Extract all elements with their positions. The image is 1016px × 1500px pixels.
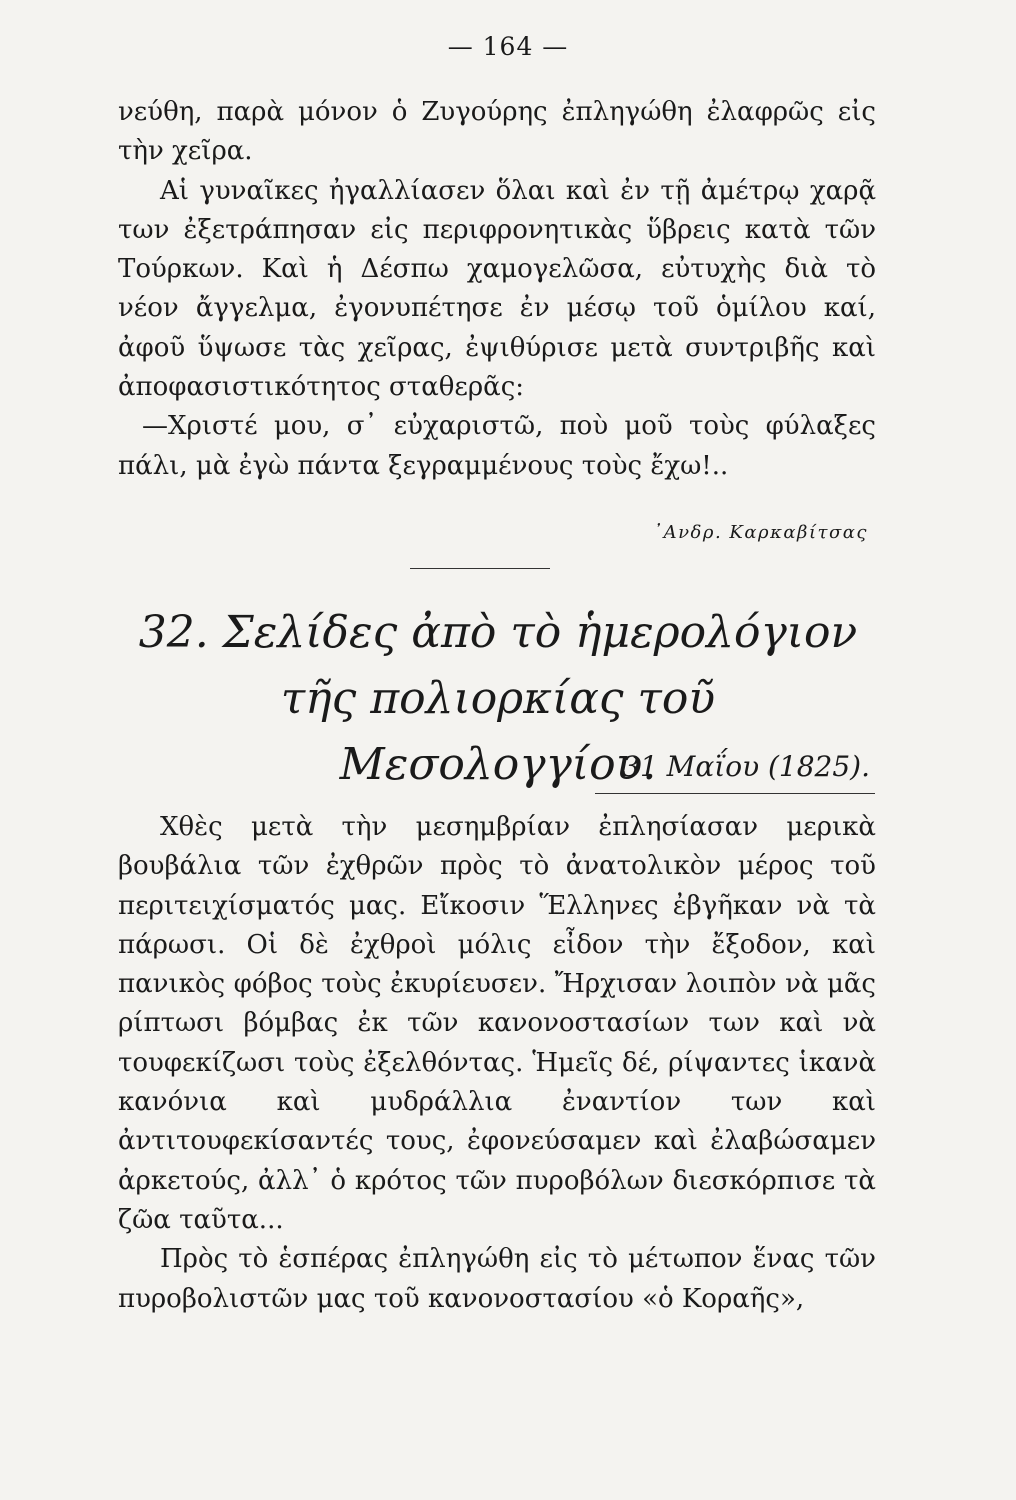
paragraph: Αἱ γυναῖκες ἠγαλλίασεν ὅλαι καὶ ἐν τῇ ἀμέτρῳ χαρᾷ των ἐξετράπησαν εἰς περιφρονητικὰς ὕβρεις κατὰ τῶν Τούρκων. Καὶ ἡ Δέσπω χαμογελῶσα, εὐτυχὴς διὰ τὸ νέον ἄγγελμα, ἐγονυπέτησε ἐν μέσῳ τοῦ ὁμίλου καί, ἀφοῦ ὕψωσε τὰς χεῖρας, ἐψιθύρισε μετὰ συντριβῆς καὶ ἀποφασιστικότητος σταθερᾶς: [118, 175, 876, 403]
heading-line-1: 32. Σελίδες ἀπὸ τὸ ἡμερολόγιον [138, 607, 858, 658]
paragraph: Πρὸς τὸ ἑσπέρας ἐπληγώθη εἰς τὸ μέτωπον ἕνας τῶν πυροβολιστῶν μας τοῦ κανονοστασίου «ὁ Κοραῆς», [118, 1244, 876, 1314]
diary-date: 31 Μαΐου (1825). [622, 750, 870, 783]
page-number: — 164 — [447, 32, 569, 61]
author-attribution: ᾽Ανδρ. Καρκαβίτσας [653, 522, 868, 543]
first-section-text [118, 93, 876, 486]
heading-line-2: τῆς πολιορκίας τοῦ Μεσολογγίου. [280, 673, 716, 790]
paragraph: Χθὲς μετὰ τὴν μεσημβρίαν ἐπλησίασαν μερικὰ βουβάλια τῶν ἐχθρῶν πρὸς τὸ ἀνατολικὸν μέρος τοῦ περιτειχίσματός μας. Εἴκοσιν Ἕλληνες ἐβγῆκαν νὰ τὰ πάρωσι. Οἱ δὲ ἐχθροὶ μόλις εἶδον τὴν ἔξοδον, καὶ πανικὸς φόβος τοὺς ἐκυρίευσεν. Ἤρχισαν λοιπὸν νὰ μᾶς ρίπτωσι βόμβας ἐκ τῶν κανονοστασίων των καὶ νὰ τουφεκίζωσι τοὺς ἐξελθόντας. Ἡμεῖς δέ, ρίψαντες ἱκανὰ κανόνια καὶ μυδράλλια ἐναντίον των καὶ ἀντιτουφεκίσαντές τους, ἐφονεύσαμεν καὶ ἐλαβώσαμεν ἀρκετούς, ἀλλ᾽ ὁ κρότος τῶν πυροβόλων διεσκόρπισε τὰ ζῶα ταῦτα... [118, 812, 876, 1235]
date-underline [595, 793, 875, 794]
dialogue-paragraph: —Χριστέ μου, σ᾽ εὐχαριστῶ, ποὺ μοῦ τοὺς φύλαξες πάλι, μὰ ἐγὼ πάντα ξεγραμμένους τοὺς ἔχω!.. [118, 411, 876, 481]
paragraph: νεύθη, παρὰ μόνον ὁ Ζυγούρης ἐπληγώθη ἐλαφρῶς εἰς τὴν χεῖρα. [118, 97, 876, 167]
section-divider [410, 568, 550, 569]
second-section-text [118, 808, 876, 1319]
